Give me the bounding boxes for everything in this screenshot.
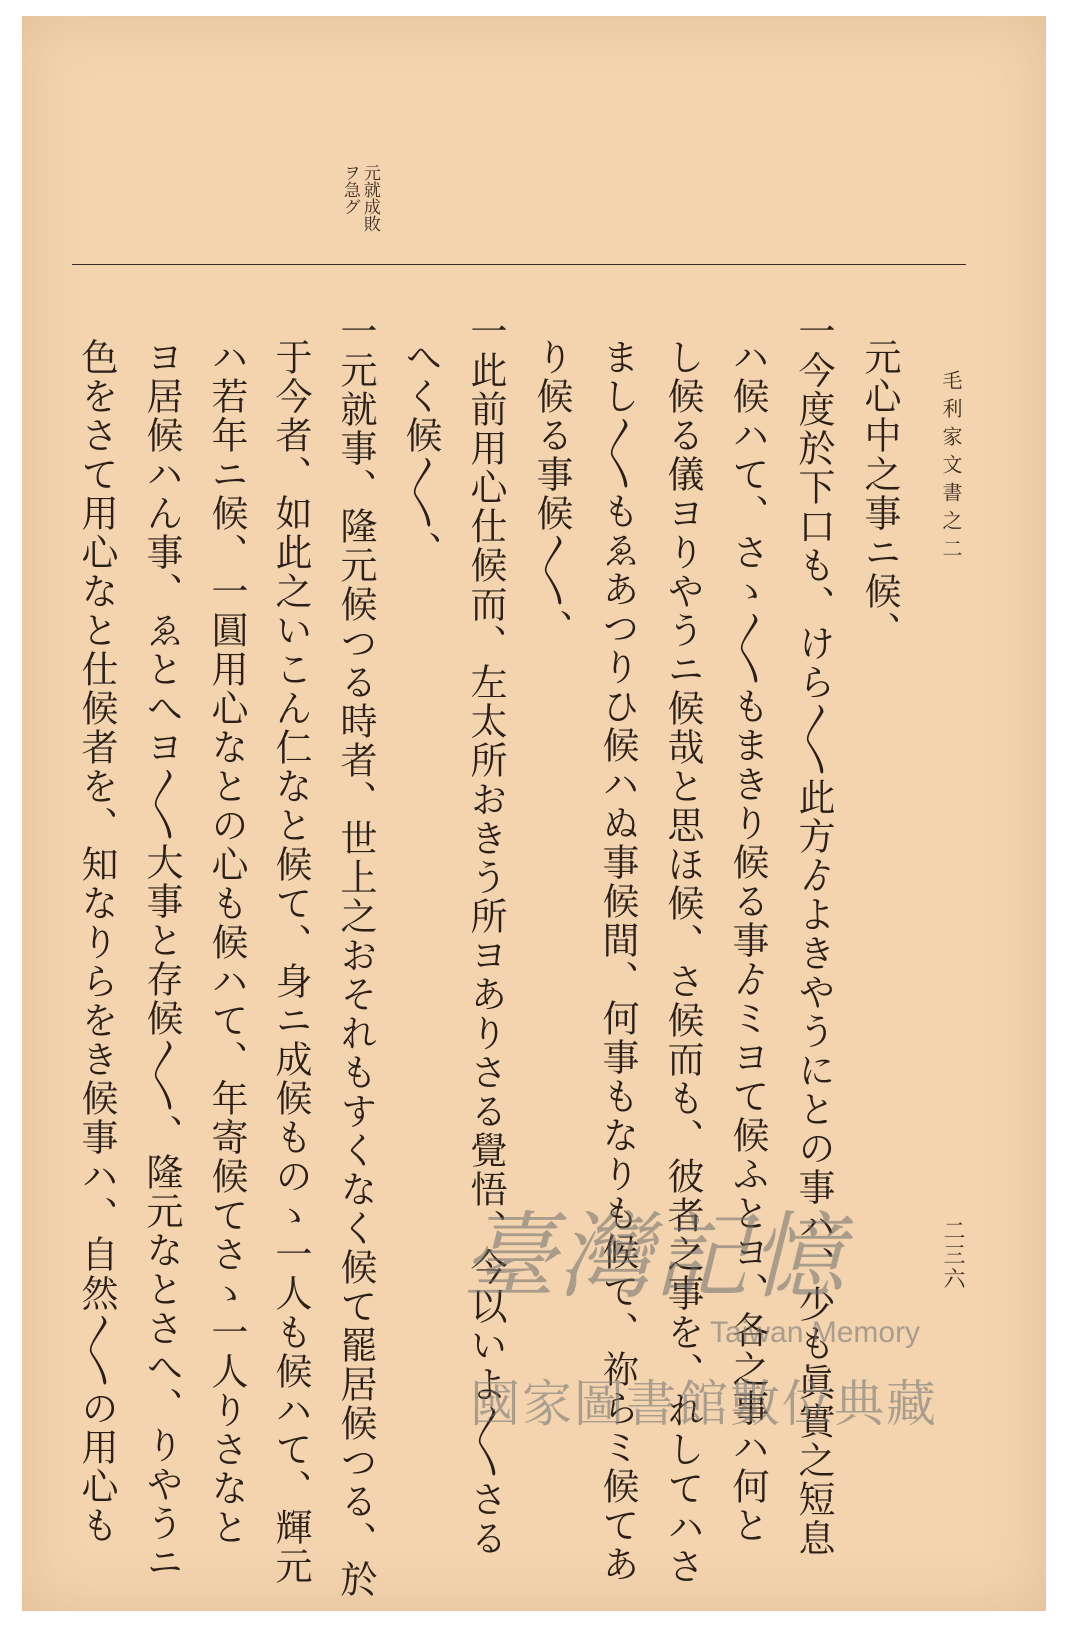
text-column-1: 元心中之事ニ候、 bbox=[858, 338, 901, 650]
text-column-13: 色をさて用心なと仕候者を、知なりらをき候事ハ、自然〳〵の用心も bbox=[75, 338, 118, 1545]
running-header: 毛利家文書之二 bbox=[939, 370, 963, 566]
text-column-6: り候る事候〳〵、 bbox=[530, 338, 573, 648]
text-column-4: し候る儀ヨりやうニ候哉と思ほ候、さ候而も、彼者之事を、れしてハさ bbox=[661, 338, 704, 1586]
text-column-7: 一此前用心仕候而、左太所おきう所ヨありさる覺悟、今以いよ〳〵さる bbox=[464, 312, 507, 1558]
text-column-12: ヨ居候ハん事、ゑとへヨ〳〵大事と存候〳〵、隆元なとさへ、りやうニ bbox=[140, 338, 183, 1582]
text-column-8: へく候〳〵、 bbox=[399, 338, 442, 570]
text-column-10: 于今者、如此之いこん仁なと候て、身ニ成候ものゝ一人も候ハて、輝元 bbox=[269, 338, 312, 1586]
watermark-chinese: 國家圖書館數位典藏 bbox=[470, 1375, 938, 1433]
watermark-cursive-logo: 臺灣記憶 bbox=[462, 1203, 847, 1312]
text-column-11: ハ若年ニ候、一圓用心なとの心も候ハて、年寄候てさゝ一人りさなと bbox=[205, 338, 248, 1547]
margin-divider-rule bbox=[72, 264, 966, 265]
text-column-2: 一今度於下口も、けら〳〵此方ゟよきやうにとの事ハ、少も眞實之短息 bbox=[792, 312, 835, 1558]
page-number: 二三六 bbox=[940, 1219, 965, 1291]
text-column-3: ハ候ハて、さゝ〳〵もまきり候る事ゟミヨて候ふとヨ、各之事ハ何と bbox=[726, 338, 769, 1545]
watermark-english: Taiwan Memory bbox=[710, 1316, 921, 1349]
margin-note-line-1: 元就成敗 bbox=[359, 164, 380, 232]
document-page bbox=[22, 16, 1046, 1611]
margin-note-line-2: ヲ急グ bbox=[339, 164, 360, 215]
text-column-9: 一元就事、隆元候つる時者、世上之おそれもすくなく候て罷居候つる、於 bbox=[334, 312, 377, 1599]
text-column-5: まし〳〵もゑあつりひ候ハぬ事候間、何事もなりも候て、祢らミ候てあ bbox=[596, 338, 639, 1584]
